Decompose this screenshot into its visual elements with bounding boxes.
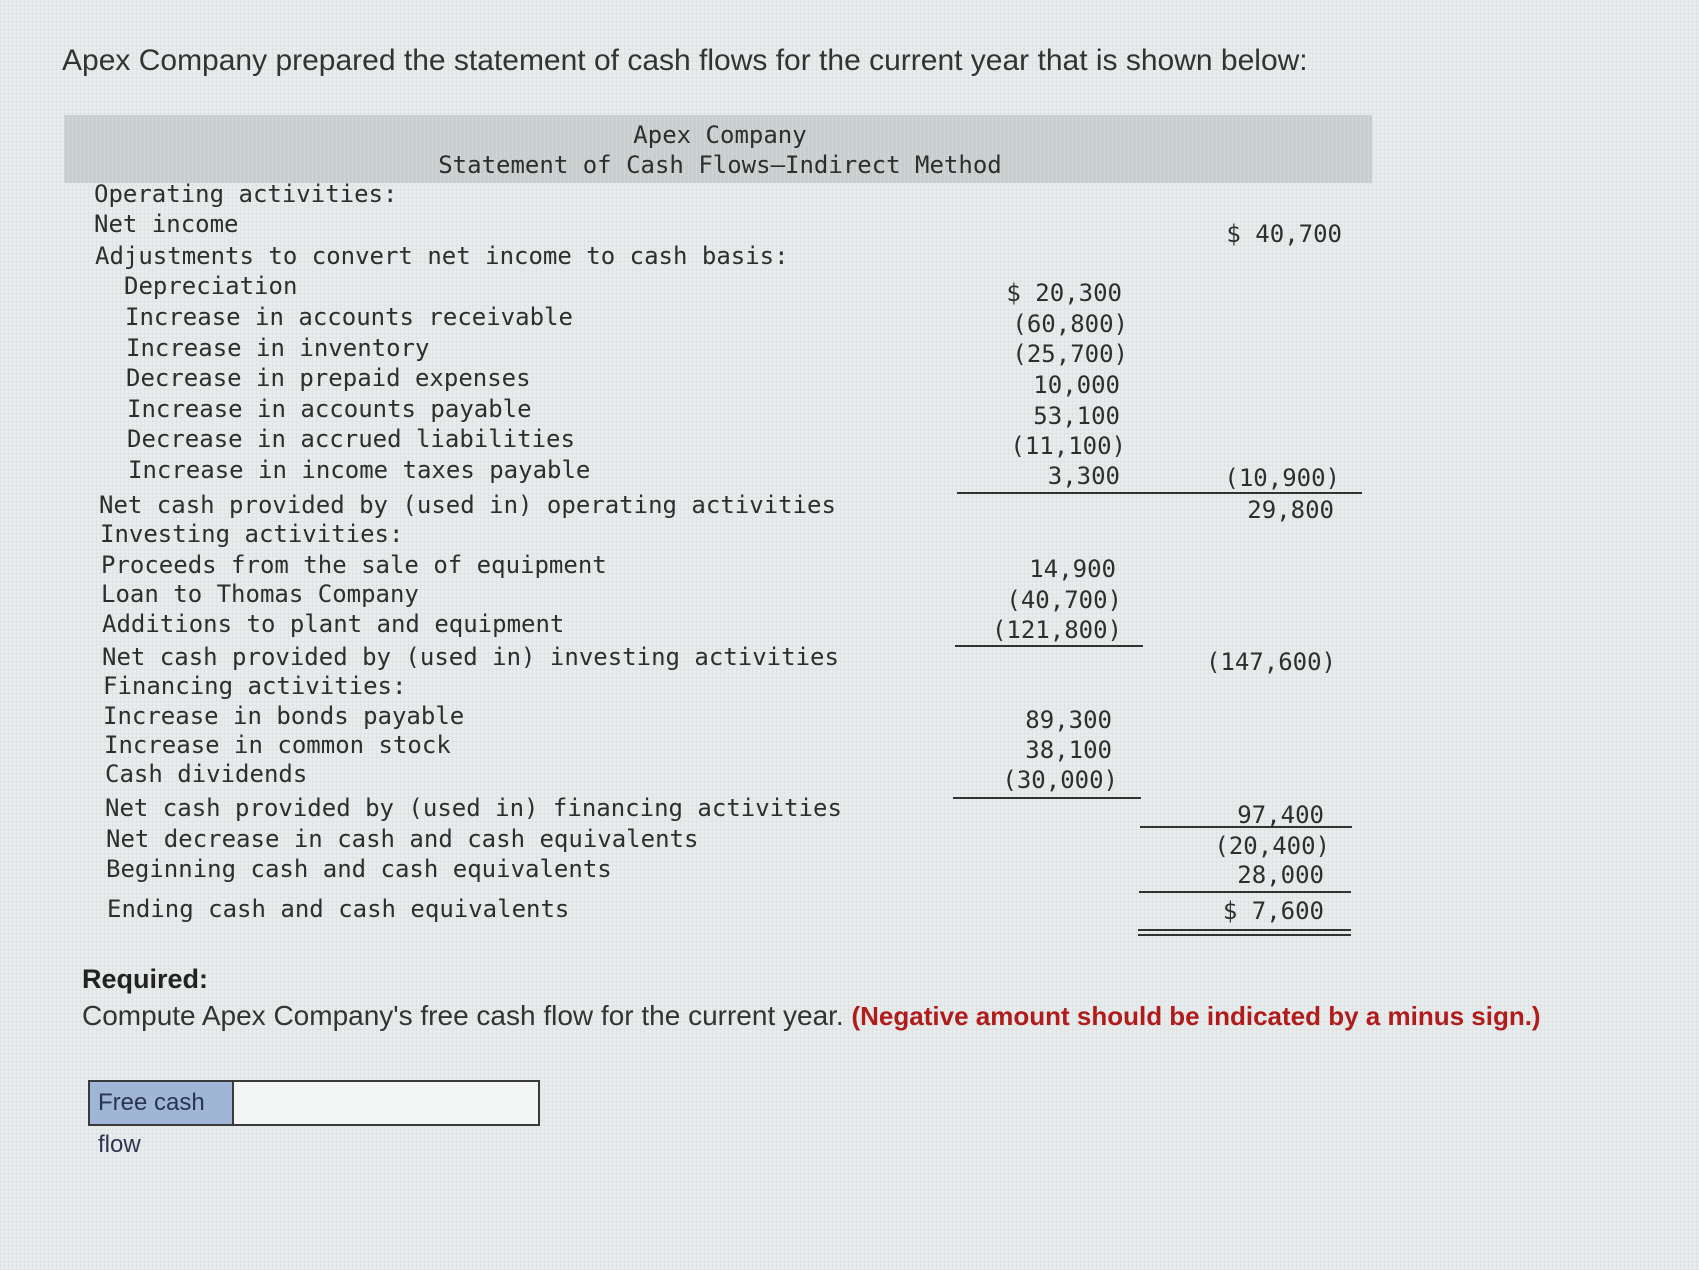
net-income-value: $ 40,700 [1226,220,1342,248]
operating-item-value: 10,000 [1033,371,1120,399]
financing-heading: Financing activities: [103,672,407,700]
operating-item-value: (60,800) [1012,310,1128,338]
investing-item-value: (121,800) [991,616,1122,644]
net-investing-value: (147,600) [1205,648,1336,676]
operating-item-value: 3,300 [1047,462,1120,490]
net-operating-value: 29,800 [1247,496,1334,524]
investing-item-label: Loan to Thomas Company [101,580,419,608]
investing-item-label: Proceeds from the sale of equipment [101,551,607,579]
investing-item-label: Additions to plant and equipment [102,610,565,638]
subtotal-rule [955,645,1143,647]
operating-item-value: (25,700) [1012,340,1128,368]
financing-item-value: 38,100 [1025,736,1112,764]
free-cash-flow-label: Free cash flow [90,1082,234,1124]
net-financing-value: 97,400 [1237,801,1324,829]
financing-item-label: Increase in common stock [104,731,451,759]
investing-item-value: (40,700) [1006,586,1122,614]
beginning-cash-label: Beginning cash and cash equivalents [106,855,612,883]
net-investing-label: Net cash provided by (used in) investing activities [102,643,839,671]
investing-heading: Investing activities: [100,520,404,548]
company-name: Apex Company [633,121,807,149]
beginning-cash-value: 28,000 [1237,861,1324,889]
total-double-rule [1138,929,1351,936]
net-decrease-value: (20,400) [1214,832,1330,860]
required-heading: Required: [82,964,209,994]
net-income-label: Net income [94,210,239,238]
operating-item-label: Decrease in prepaid expenses [126,364,531,392]
net-decrease-label: Net decrease in cash and cash equivalents [106,825,699,853]
intro-text: Apex Company prepared the statement of cash flows for the current year that is shown below: [62,44,1308,77]
operating-heading: Operating activities: [94,180,398,208]
statement-title: Statement of Cash Flows—Indirect Method [438,151,1002,179]
required-text: Compute Apex Company's free cash flow for the current year. [82,1000,844,1031]
free-cash-flow-row [88,1080,540,1158]
operating-item-label: Increase in income taxes payable [128,456,591,484]
subtotal-rule [1139,891,1351,893]
subtotal-rule [1140,826,1352,828]
operating-item-label: Depreciation [124,272,298,300]
financing-item-value: (30,000) [1002,766,1118,794]
ending-cash-label: Ending cash and cash equivalents [107,895,570,923]
investing-item-value: 14,900 [1029,555,1116,583]
ending-cash-value: $ 7,600 [1222,897,1324,925]
operating-item-label: Decrease in accrued liabilities [127,425,575,453]
adjustments-total: (10,900) [1224,464,1340,492]
net-operating-label: Net cash provided by (used in) operating activities [99,491,836,519]
financing-item-label: Cash dividends [105,760,308,788]
required-note: (Negative amount should be indicated by a minus sign.) [851,1001,1541,1031]
operating-item-value: $ 20,300 [1006,279,1122,307]
free-cash-flow-input[interactable] [234,1082,538,1124]
operating-item-value: (11,100) [1010,432,1126,460]
operating-item-label: Increase in accounts receivable [125,303,573,331]
operating-item-label: Increase in accounts payable [127,395,532,423]
financing-item-label: Increase in bonds payable [103,702,465,730]
net-financing-label: Net cash provided by (used in) financing activities [105,794,842,822]
required-instructions [82,1000,1541,1032]
operating-item-value: 53,100 [1033,402,1120,430]
financing-item-value: 89,300 [1025,706,1112,734]
adjustments-label: Adjustments to convert net income to cash basis: [95,242,789,270]
subtotal-rule [957,492,1362,494]
operating-item-label: Increase in inventory [126,334,430,362]
subtotal-rule [953,797,1141,799]
